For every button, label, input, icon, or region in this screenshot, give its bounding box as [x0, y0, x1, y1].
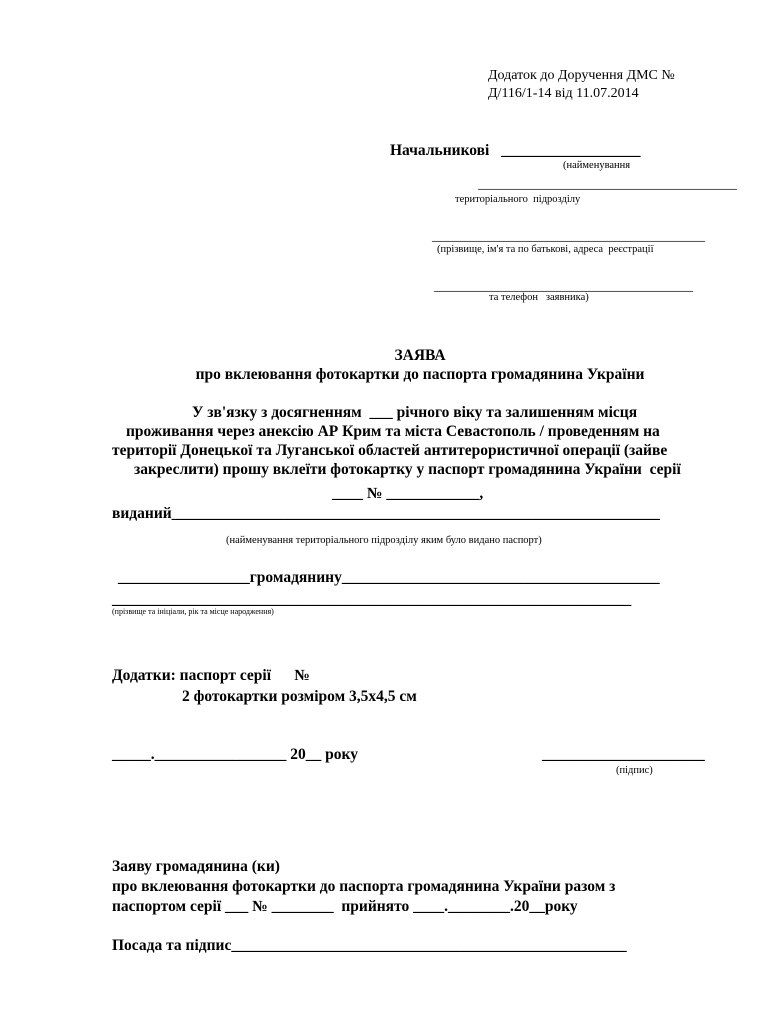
addressee-blank-2: _______________________________________	[432, 229, 705, 244]
citizen-hint: (прізвище та ініціали, рік та місце народження)	[112, 607, 274, 616]
addressee-blank-3: _____________________________________	[434, 279, 693, 294]
attachments-line-1: Додатки: паспорт серії №	[112, 667, 310, 684]
statement-line-1: У зв'язку з досягненням ___ річного віку та залишенням місця	[192, 404, 638, 421]
citizen-blank-line: ___________________________________________________________________	[112, 591, 632, 608]
addressee-unit-hint: територіального підрозділу	[455, 194, 581, 205]
header-line-2: Д/116/1-14 від 11.07.2014	[488, 86, 639, 101]
addressee-phone-hint: та телефон заявника)	[489, 292, 589, 303]
addressee-person-hint: (прізвище, ім'я та по батькові, адреса реєстрації	[437, 244, 654, 255]
position-signature-line: Посада та підпис___________________________________________________	[112, 937, 627, 954]
signature-line: _____________________	[542, 746, 705, 763]
addressee-name-hint: (найменування	[563, 160, 631, 171]
issued-hint: (найменування територіального підрозділу яким було видано паспорт)	[226, 535, 542, 546]
acceptance-line-1: Заяву громадянина (ки)	[112, 858, 280, 875]
statement-line-5: ____ № ____________,	[332, 485, 484, 502]
header-line-1: Додаток до Доручення ДМС №	[488, 68, 675, 83]
statement-line-2: проживання через анексію АР Крим та міста Севастополь / проведенням на	[126, 423, 660, 440]
attachments-line-2: 2 фотокартки розміром 3,5х4,5 см	[182, 688, 417, 705]
document-title: ЗАЯВА	[394, 347, 446, 364]
statement-line-4: закреслити) прошу вклеїти фотокартку у паспорт громадянина України серії	[134, 461, 681, 478]
citizen-line: _________________громадянину_________________________________________	[118, 569, 660, 586]
addressee-blank-1: _____________________________________	[478, 177, 737, 192]
signature-hint: (підпис)	[616, 765, 653, 776]
date-line: _____._________________ 20__ року	[112, 746, 358, 763]
issued-line: виданий_______________________________________________________________	[112, 505, 660, 522]
addressee-chief-line: Начальникові __________________	[390, 142, 641, 159]
acceptance-line-3: паспортом серії ___ № ________ прийнято ____.________.20__року	[112, 898, 578, 915]
document-subtitle: про вклеювання фотокартки до паспорта громадянина України	[195, 366, 645, 383]
statement-line-3: території Донецької та Луганської областей антитерористичної операції (зайве	[112, 442, 668, 459]
acceptance-line-2: про вклеювання фотокартки до паспорта громадянина України разом з	[112, 878, 616, 895]
